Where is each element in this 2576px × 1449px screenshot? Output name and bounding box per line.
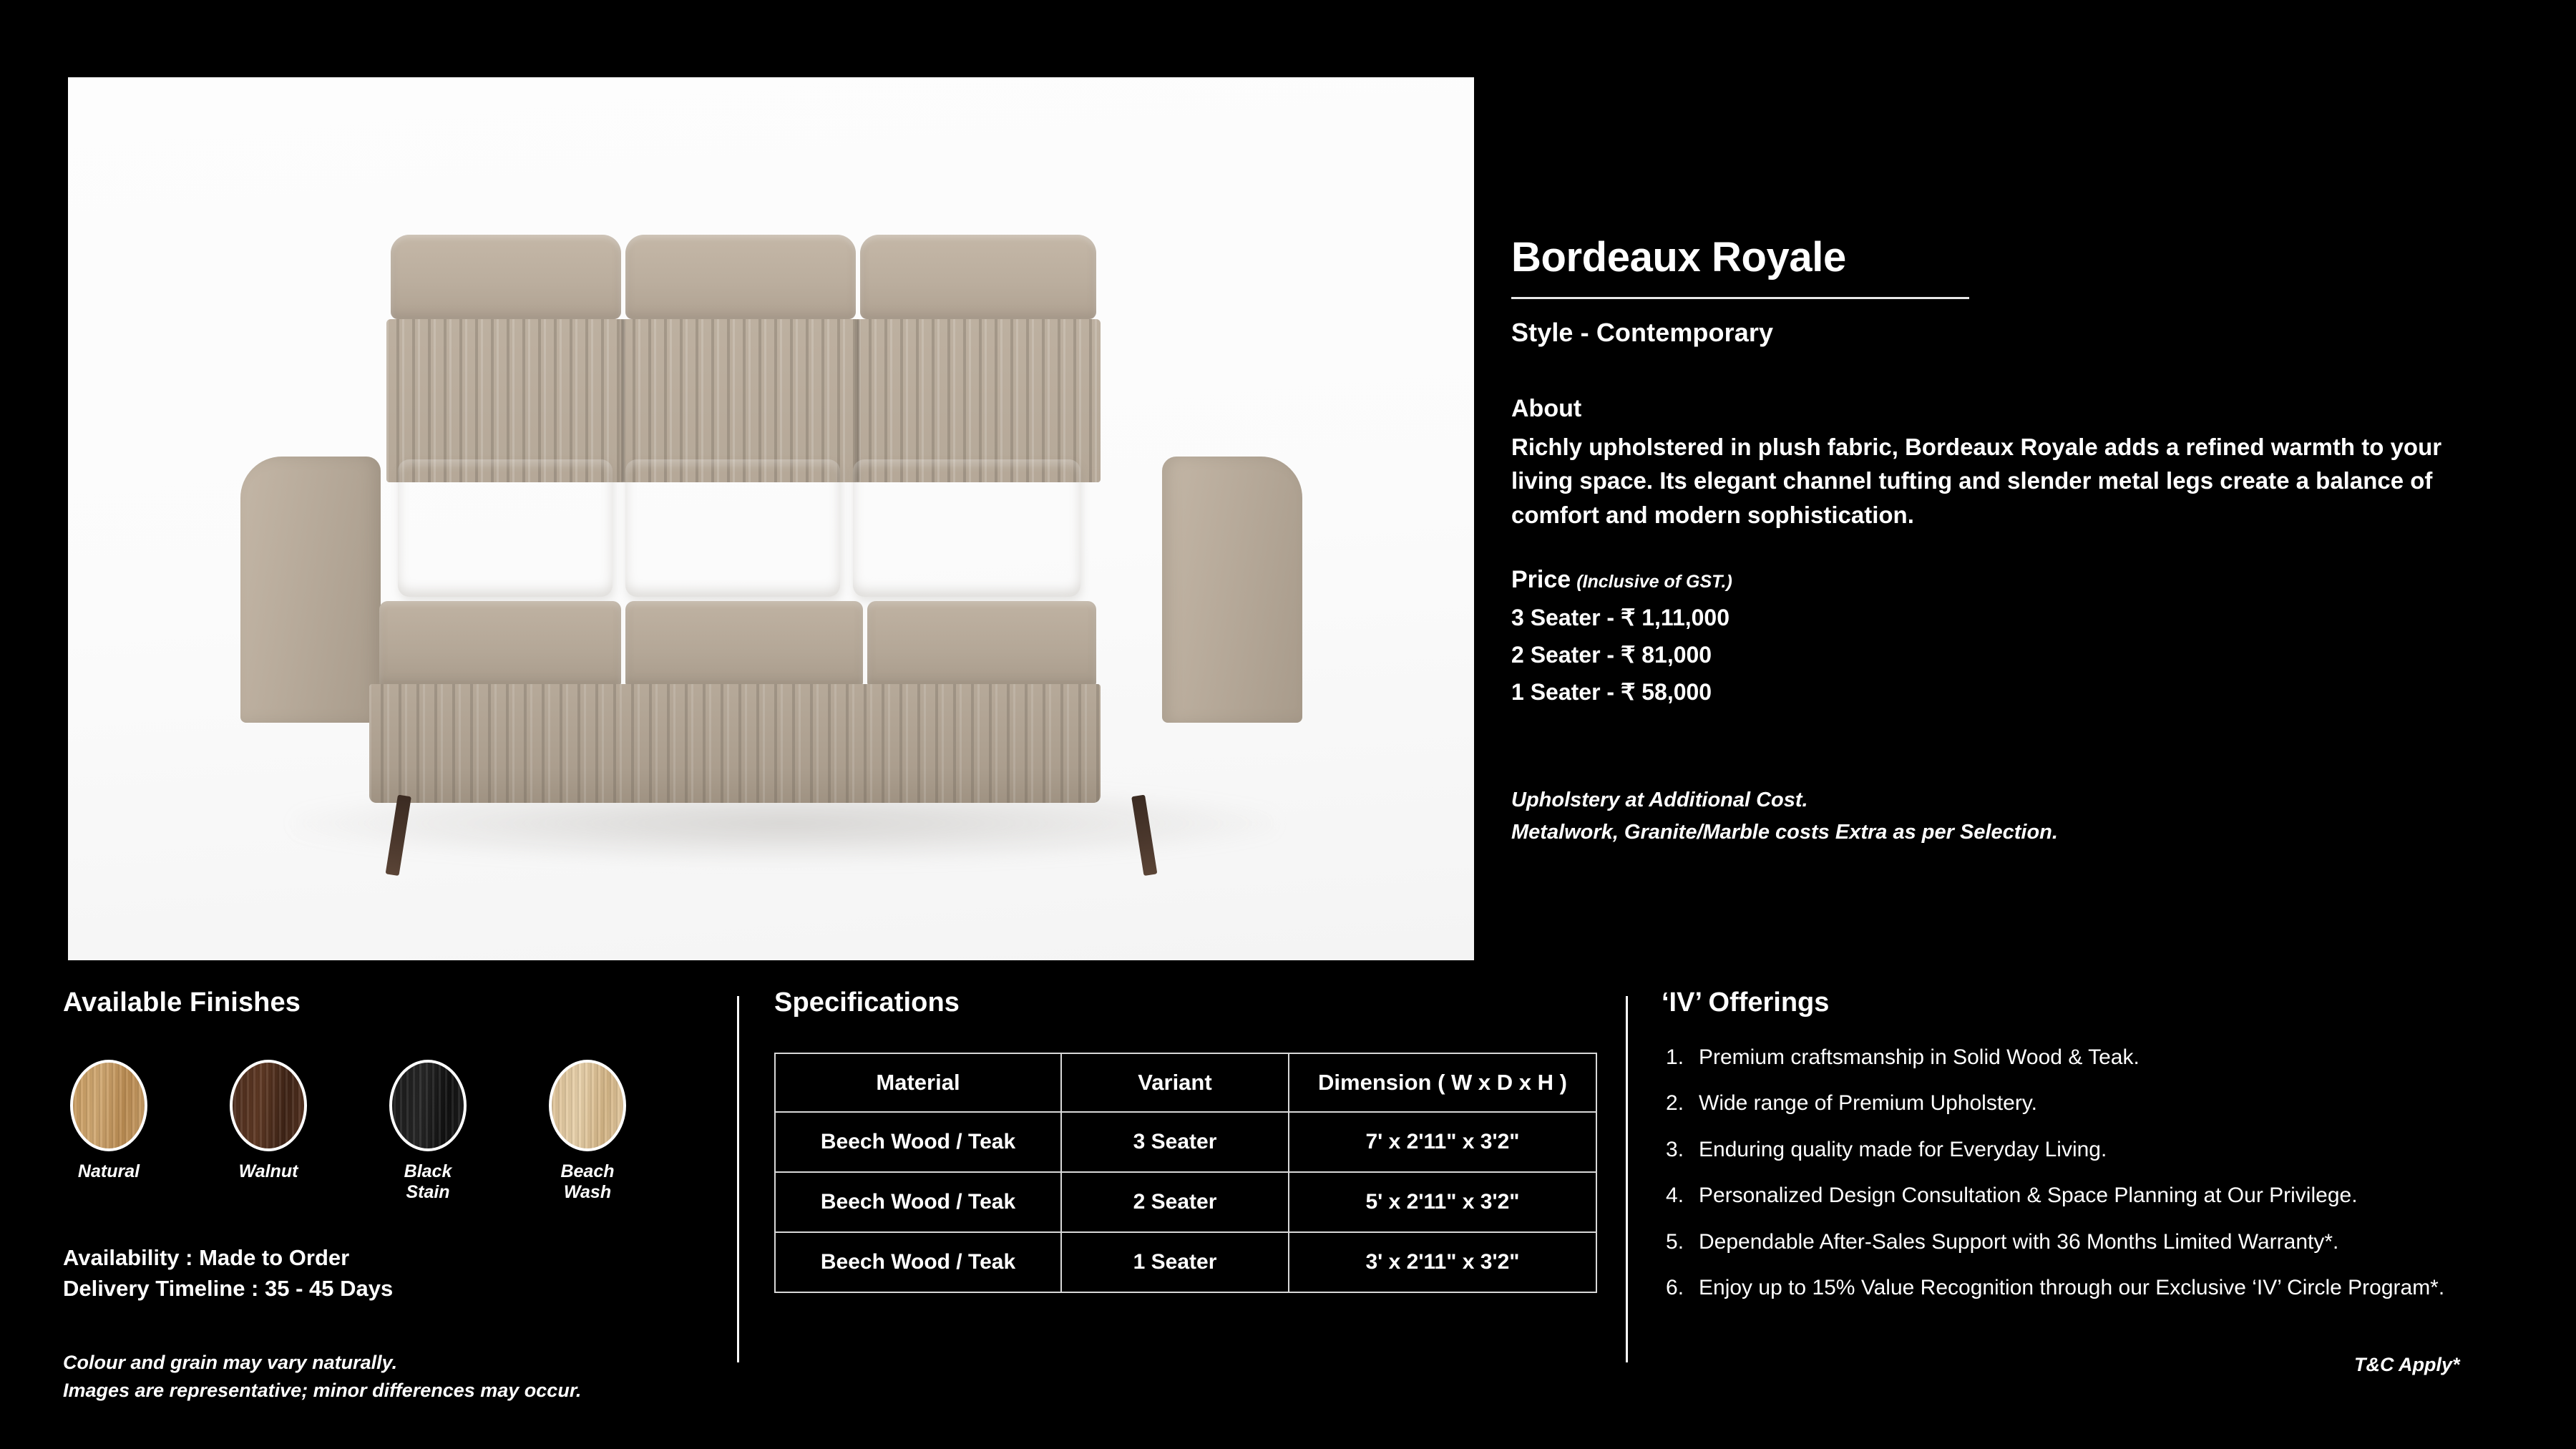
note-upholstery: Upholstery at Additional Cost. (1511, 789, 1808, 812)
sofa-illustration (68, 77, 1474, 960)
pleated-front-skirt (369, 684, 1101, 803)
product-info-panel (1511, 236, 2513, 848)
swatch-walnut[interactable] (230, 1060, 307, 1151)
backrest-seam-right (856, 319, 859, 482)
price-label: Price (1511, 566, 1571, 594)
price-row-1-seater: 1 Seater - ₹ 58,000 (1511, 679, 1712, 706)
lumbar-pillow-right (853, 459, 1080, 597)
swatch-label-natural: Natural (77, 1161, 140, 1181)
finish-disclaimer (63, 1349, 707, 1405)
price-heading (1511, 566, 2513, 594)
swatch-label-beach-wash: Beach Wash (560, 1161, 615, 1202)
product-image (68, 77, 1474, 960)
cell-material: Beech Wood / Teak (775, 1112, 1061, 1172)
offerings-list (1662, 1043, 2542, 1302)
price-row-3-seater: 3 Seater - ₹ 1,11,000 (1511, 605, 1730, 631)
sofa-leg-left (385, 794, 411, 876)
specifications-section (774, 987, 1604, 1293)
cell-variant: 2 Seater (1061, 1172, 1289, 1232)
finish-swatch-row (63, 1060, 707, 1203)
swatch-beach-wash[interactable] (549, 1060, 626, 1151)
product-style: Style - Contemporary (1511, 317, 1774, 347)
note-metalwork: Metalwork, Granite/Marble costs Extra as per Selection. (1511, 820, 2058, 844)
offerings-heading: ‘IV’ Offerings (1662, 987, 1830, 1018)
pricing-notes (1511, 784, 2513, 847)
backrest-seam-left (621, 319, 625, 482)
armrest-left (240, 457, 381, 723)
wood-grain-texture (233, 1063, 304, 1148)
specifications-heading: Specifications (774, 987, 960, 1018)
about-description: Richly upholstered in plush fabric, Bordeaux Royale adds a refined warmth to your living space. Its elegant channel tufting and slender metal legs create a balance of comfort and modern sophistication. (1511, 433, 2442, 528)
finish-option-walnut[interactable] (223, 1060, 314, 1203)
finish-option-beach-wash[interactable] (542, 1060, 633, 1203)
availability-line: Availability : Made to Order (63, 1245, 350, 1270)
finishes-heading: Available Finishes (63, 987, 301, 1018)
availability-block (63, 1243, 707, 1304)
iv-offerings-section (1662, 987, 2542, 1319)
table-row (775, 1112, 1596, 1172)
list-item: Wide range of Premium Upholstery. (1699, 1091, 2037, 1116)
finish-option-black-stain[interactable] (382, 1060, 474, 1203)
about-heading: About (1511, 394, 1582, 422)
cell-variant: 3 Seater (1061, 1112, 1289, 1172)
sofa-leg-right (1131, 794, 1157, 876)
cell-dimension: 3' x 2'11" x 3'2" (1289, 1232, 1596, 1292)
headrest-right (860, 235, 1096, 319)
lumbar-pillow-center (625, 459, 840, 597)
seat-cushion-left (379, 601, 621, 686)
specifications-table (774, 1053, 1597, 1293)
sofa-body (228, 229, 1315, 844)
table-header-row (775, 1053, 1596, 1112)
lumbar-pillow-left (398, 459, 613, 597)
table-row (775, 1232, 1596, 1292)
headrest-left (391, 235, 621, 319)
finish-option-natural[interactable] (63, 1060, 155, 1203)
cell-dimension: 7' x 2'11" x 3'2" (1289, 1112, 1596, 1172)
page-title: Bordeaux Royale (1511, 234, 1846, 280)
seat-cushion-right (867, 601, 1096, 686)
channel-tufting-texture (386, 319, 1101, 482)
disclaimer-colour-grain: Colour and grain may vary naturally. (63, 1351, 398, 1373)
list-item: Enjoy up to 15% Value Recognition through our Exclusive ‘IV’ Circle Program*. (1699, 1275, 2445, 1299)
column-header-variant: Variant (1061, 1053, 1289, 1112)
swatch-natural[interactable] (70, 1060, 147, 1151)
list-item: Personalized Design Consultation & Space Planning at Our Privilege. (1699, 1184, 2358, 1208)
terms-and-conditions-note: T&C Apply* (2354, 1354, 2460, 1375)
price-row-2-seater: 2 Seater - ₹ 81,000 (1511, 642, 1712, 668)
delivery-timeline-line: Delivery Timeline : 35 - 45 Days (63, 1275, 394, 1301)
cell-variant: 1 Seater (1061, 1232, 1289, 1292)
cell-dimension: 5' x 2'11" x 3'2" (1289, 1172, 1596, 1232)
cell-material: Beech Wood / Teak (775, 1172, 1061, 1232)
wood-grain-texture (552, 1063, 623, 1148)
swatch-label-walnut: Walnut (238, 1161, 298, 1181)
title-divider (1511, 297, 1969, 299)
swatch-black-stain[interactable] (389, 1060, 467, 1151)
section-divider-right (1626, 996, 1628, 1362)
channel-tufted-backrest (386, 319, 1101, 482)
price-gst-note: (Inclusive of GST.) (1576, 572, 1732, 592)
list-item: Enduring quality made for Everyday Living. (1699, 1137, 2107, 1161)
column-header-material: Material (775, 1053, 1061, 1112)
wood-grain-texture (73, 1063, 145, 1148)
headrest-center (625, 235, 856, 319)
pleat-texture (369, 684, 1101, 803)
wood-grain-texture (392, 1063, 464, 1148)
column-header-dimension: Dimension ( W x D x H ) (1289, 1053, 1596, 1112)
table-row (775, 1172, 1596, 1232)
armrest-right (1162, 457, 1302, 723)
disclaimer-images: Images are representative; minor differences may occur. (63, 1379, 582, 1401)
swatch-label-black-stain: Black Stain (404, 1161, 452, 1202)
list-item: Dependable After-Sales Support with 36 Months Limited Warranty*. (1699, 1229, 2339, 1254)
available-finishes-section (63, 987, 707, 1405)
bottom-section (0, 987, 2576, 1401)
seat-cushion-center (625, 601, 863, 686)
cell-material: Beech Wood / Teak (775, 1232, 1061, 1292)
section-divider-left (737, 996, 739, 1362)
list-item: Premium craftsmanship in Solid Wood & Teak. (1699, 1045, 2140, 1069)
